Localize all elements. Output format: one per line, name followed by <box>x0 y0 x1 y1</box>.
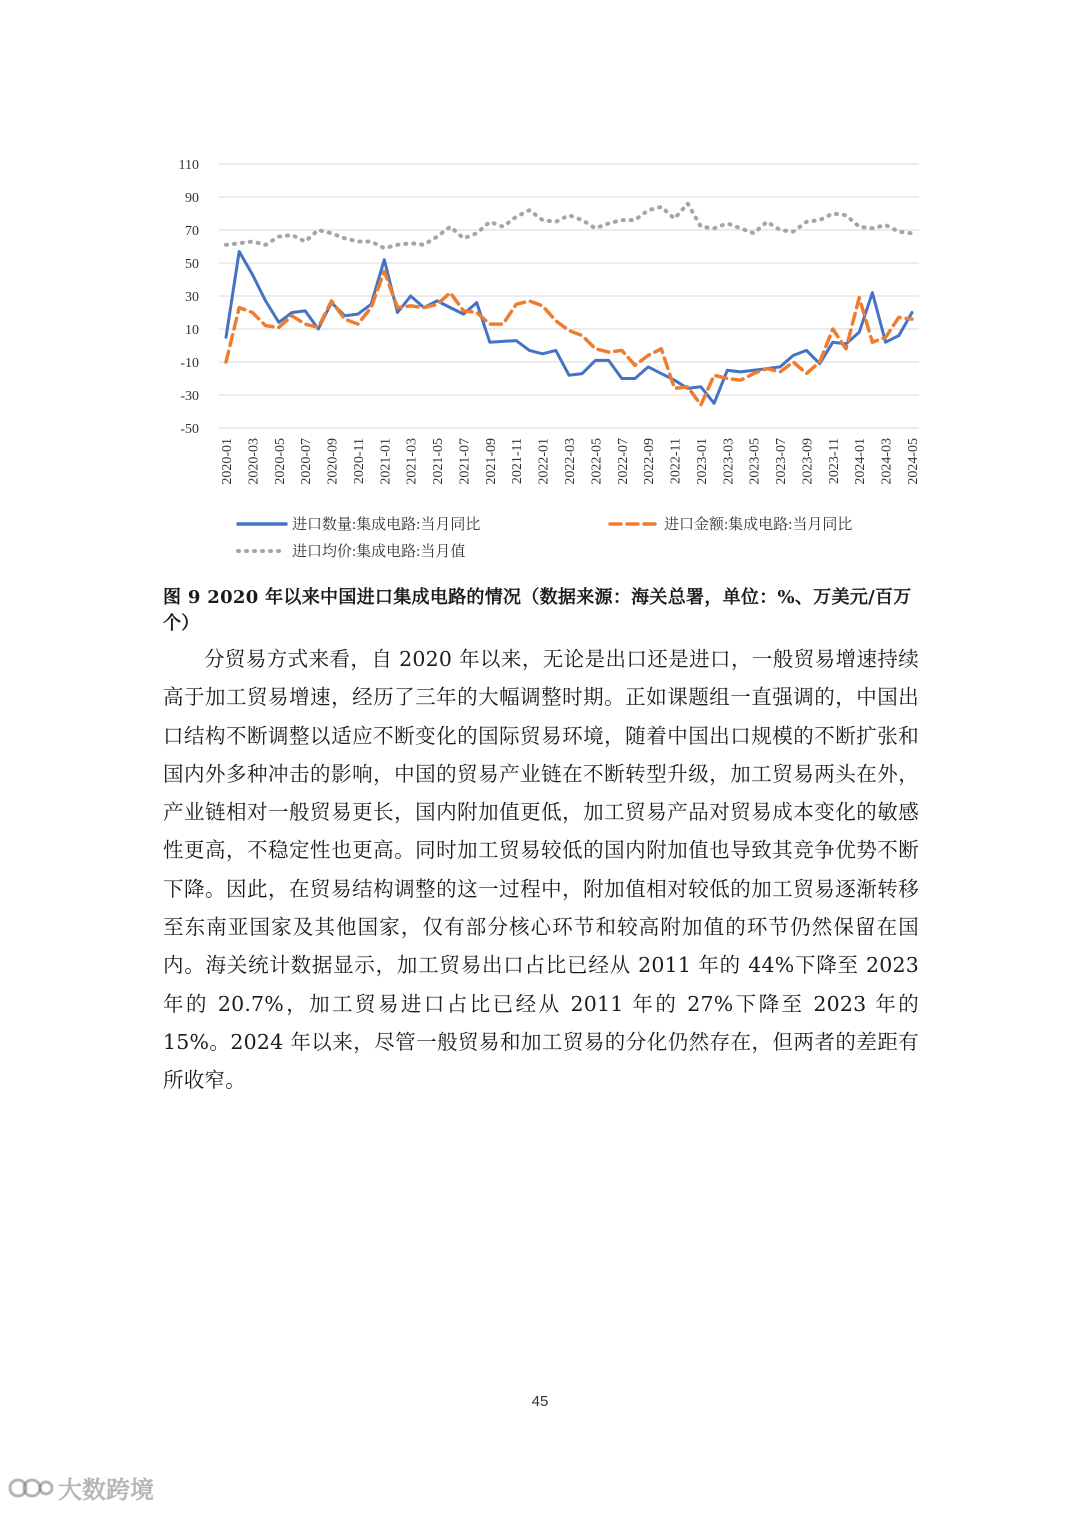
import-ic-line-chart <box>150 140 940 580</box>
x-tick-label: 2024-03 <box>879 438 895 485</box>
x-tick-label: 2020-05 <box>272 438 288 485</box>
x-tick-label: 2021-01 <box>378 438 394 485</box>
y-tick-label: -10 <box>180 356 199 371</box>
y-axis-tick-labels <box>179 158 199 437</box>
x-tick-label: 2022-05 <box>589 438 605 485</box>
x-tick-label: 2021-05 <box>431 438 447 485</box>
y-tick-label: 30 <box>185 290 199 305</box>
x-tick-label: 2021-07 <box>457 438 473 485</box>
y-tick-label: -50 <box>180 422 199 437</box>
chart-gridlines <box>219 164 919 428</box>
x-tick-label: 2021-11 <box>510 438 526 485</box>
x-tick-label: 2023-05 <box>747 438 763 485</box>
x-tick-label: 2022-09 <box>642 438 658 485</box>
x-tick-label: 2022-07 <box>615 438 631 485</box>
x-tick-label: 2020-03 <box>246 438 262 485</box>
x-axis-tick-labels <box>220 438 921 485</box>
brand-logo-icon <box>8 1473 54 1503</box>
x-tick-label: 2023-01 <box>694 438 710 485</box>
series-line-2 <box>226 271 912 405</box>
x-tick-label: 2023-03 <box>721 438 737 485</box>
x-tick-label: 2021-09 <box>483 438 499 485</box>
legend-label: 进口均价:集成电路:当月值 <box>292 544 466 560</box>
y-tick-label: 90 <box>185 191 199 206</box>
watermark <box>8 1470 154 1505</box>
x-tick-label: 2022-11 <box>668 438 684 485</box>
y-tick-label: 50 <box>185 257 199 272</box>
x-tick-label: 2020-01 <box>220 438 235 485</box>
x-tick-label: 2022-01 <box>536 438 552 485</box>
x-tick-label: 2024-01 <box>853 438 869 485</box>
x-tick-label: 2023-11 <box>826 438 842 485</box>
series-line-3 <box>226 204 912 249</box>
y-tick-label: -30 <box>180 389 199 404</box>
x-tick-label: 2020-11 <box>351 438 367 485</box>
x-tick-label: 2020-07 <box>299 438 315 485</box>
x-tick-label: 2021-03 <box>404 438 420 485</box>
x-tick-label: 2023-09 <box>800 438 816 485</box>
body-text <box>163 640 919 1100</box>
figure-caption: 图 9 2020 年以来中国进口集成电路的情况（数据来源：海关总署，单位：%、万美元/百万个） <box>163 587 912 634</box>
y-tick-label: 10 <box>185 323 199 338</box>
x-tick-label: 2023-07 <box>774 438 790 485</box>
chart-legend <box>238 515 852 560</box>
y-tick-label: 70 <box>185 224 199 239</box>
legend-label: 进口数量:集成电路:当月同比 <box>292 517 481 533</box>
x-tick-label: 2020-09 <box>325 438 341 485</box>
series-line-1 <box>226 252 912 404</box>
chart-series <box>226 204 912 405</box>
page-number: 45 <box>531 1393 549 1410</box>
legend-label: 进口金额:集成电路:当月同比 <box>664 517 853 533</box>
y-tick-label: 110 <box>178 158 199 173</box>
watermark-text: 大数跨境 <box>58 1476 154 1504</box>
x-tick-label: 2024-05 <box>906 438 921 485</box>
body-paragraph: 分贸易方式来看，自 2020 年以来，无论是出口还是进口，一般贸易增速持续高于加工贸易增速，经历了三年的大幅调整时期。正如课题组一直强调的，中国出口结构不断调整以适应不断变化的国际贸易环境，随着中国出口规模的不断扩张和国内外多种冲击的影响，中国的贸易产业链在不断转型升级，加工贸易两头在外，产业链相对一般贸易更长，国内附加值更低，加工贸易产品对贸易成本变化的敏感性更高，不稳定性也更高。同时加工贸易较低的国内附加值也导致其竞争优势不断下降。因此，在贸易结构调整的这一过程中，附加值相对较低的加工贸易逐渐转移至东南亚国家及其他国家，仅有部分核心环节和较高附加值的环节仍然保留在国内。海关统计数据显示，加工贸易出口占比已经从 2011 年的 44%下降至 2023 年的 20.7%，加工贸易进口占比已经从 2011 年的 27%下降至 2023 年的 15%。2024 年以来，尽管一般贸易和加工贸易的分化仍然存在，但两者的差距有所收窄。 <box>163 647 919 1093</box>
x-tick-label: 2022-03 <box>563 438 578 485</box>
